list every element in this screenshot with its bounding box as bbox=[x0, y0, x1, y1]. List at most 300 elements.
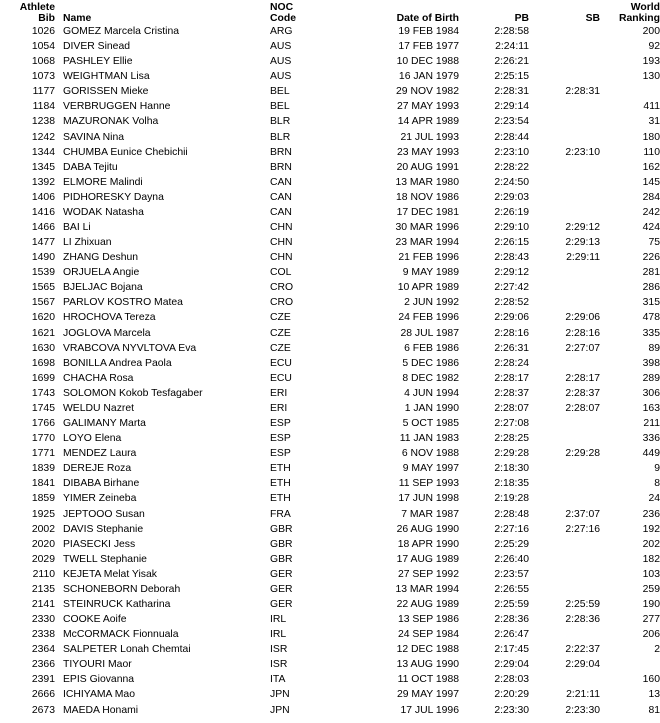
cell-sb: 2:29:13 bbox=[565, 237, 600, 249]
table-row bbox=[0, 627, 660, 642]
cell-sb bbox=[529, 627, 600, 642]
header-noc-line1: NOC bbox=[270, 2, 294, 13]
cell-name: WELDU Nazret bbox=[63, 402, 135, 414]
cell-bib: 2673 bbox=[31, 704, 55, 716]
cell-world-ranking: 289 bbox=[642, 372, 660, 384]
cell-sb: 2:29:11 bbox=[566, 252, 600, 264]
cell-noc: JPN bbox=[270, 689, 290, 701]
table-row bbox=[0, 507, 660, 522]
cell-noc: CHN bbox=[270, 222, 293, 234]
cell-name: McCORMACK Fionnuala bbox=[63, 629, 179, 641]
cell-name: DAVIS Stephanie bbox=[63, 523, 144, 535]
table-row bbox=[0, 326, 660, 341]
cell-dob: 23 MAR 1994 bbox=[395, 237, 459, 249]
header-bib-line2: Bib bbox=[38, 13, 55, 24]
cell-bib: 2666 bbox=[31, 689, 55, 701]
cell-sb bbox=[529, 280, 600, 295]
cell-dob: 6 NOV 1988 bbox=[401, 448, 459, 460]
cell-name: EPIS Giovanna bbox=[63, 674, 135, 686]
table-row bbox=[0, 341, 660, 356]
table-row bbox=[0, 703, 660, 718]
cell-world-ranking: 110 bbox=[643, 146, 660, 158]
cell-noc: ETH bbox=[270, 493, 291, 505]
cell-name: PIASECKI Jess bbox=[63, 538, 136, 550]
cell-world-ranking: 75 bbox=[648, 237, 660, 249]
table-row bbox=[0, 295, 660, 310]
cell-bib: 1859 bbox=[31, 493, 55, 505]
cell-bib: 1477 bbox=[31, 237, 55, 249]
cell-noc: FRA bbox=[270, 508, 291, 520]
cell-pb: 2:28:16 bbox=[494, 327, 529, 339]
table-header bbox=[0, 0, 660, 24]
cell-world-ranking: 103 bbox=[642, 568, 660, 580]
cell-world-ranking bbox=[600, 657, 660, 672]
cell-world-ranking: 315 bbox=[642, 297, 660, 309]
cell-dob: 6 FEB 1986 bbox=[404, 342, 459, 354]
cell-world-ranking: 424 bbox=[642, 222, 660, 234]
cell-noc: ERI bbox=[270, 387, 288, 399]
cell-world-ranking: 89 bbox=[648, 342, 660, 354]
table-row bbox=[0, 386, 660, 401]
header-bib-line1: Athlete bbox=[19, 2, 55, 13]
cell-pb: 2:25:59 bbox=[494, 598, 529, 610]
table-row bbox=[0, 280, 660, 295]
cell-noc: CAN bbox=[270, 206, 292, 218]
cell-world-ranking: 81 bbox=[648, 704, 660, 716]
cell-sb: 2:27:07 bbox=[565, 342, 600, 354]
cell-name: GOMEZ Marcela Cristina bbox=[63, 26, 180, 37]
cell-name: SCHONEBORN Deborah bbox=[63, 583, 181, 595]
cell-sb: 2:29:06 bbox=[565, 312, 600, 324]
cell-noc: ETH bbox=[270, 463, 291, 475]
cell-sb: 2:29:04 bbox=[565, 659, 600, 671]
cell-pb: 2:26:19 bbox=[494, 206, 529, 218]
cell-dob: 5 OCT 1985 bbox=[402, 418, 459, 430]
cell-bib: 1630 bbox=[31, 342, 55, 354]
cell-name: GALIMANY Marta bbox=[63, 418, 146, 430]
table-row bbox=[0, 476, 660, 491]
cell-sb bbox=[529, 356, 600, 371]
cell-noc: GER bbox=[270, 583, 293, 595]
cell-sb: 2:27:16 bbox=[565, 523, 600, 535]
cell-sb bbox=[529, 69, 600, 84]
cell-name: BAI Li bbox=[63, 222, 91, 234]
cell-dob: 21 FEB 1996 bbox=[398, 252, 459, 264]
cell-dob: 28 JUL 1987 bbox=[400, 327, 459, 339]
table-row bbox=[0, 522, 660, 537]
cell-world-ranking: 92 bbox=[648, 41, 660, 53]
cell-bib: 1925 bbox=[31, 508, 55, 520]
cell-world-ranking: 200 bbox=[642, 26, 660, 37]
cell-dob: 9 MAY 1989 bbox=[402, 267, 459, 279]
cell-noc: CRO bbox=[270, 297, 294, 309]
cell-pb: 2:28:07 bbox=[494, 402, 529, 414]
header-pb: PB bbox=[514, 13, 529, 24]
cell-bib: 2364 bbox=[31, 644, 55, 656]
cell-sb: 2:28:37 bbox=[565, 387, 600, 399]
cell-world-ranking: 9 bbox=[654, 463, 660, 475]
cell-dob: 13 SEP 1986 bbox=[397, 614, 459, 626]
cell-noc: GBR bbox=[270, 523, 293, 535]
cell-world-ranking: 192 bbox=[642, 523, 660, 535]
cell-world-ranking: 8 bbox=[654, 478, 660, 490]
cell-world-ranking bbox=[600, 84, 660, 99]
cell-pb: 2:24:50 bbox=[494, 176, 529, 188]
table-row bbox=[0, 356, 660, 371]
cell-noc: ARG bbox=[270, 26, 293, 37]
cell-name: PASHLEY Ellie bbox=[63, 56, 133, 68]
cell-pb: 2:26:31 bbox=[494, 342, 529, 354]
cell-sb bbox=[529, 582, 600, 597]
table-row bbox=[0, 431, 660, 446]
cell-bib: 1771 bbox=[31, 448, 55, 460]
cell-dob: 5 DEC 1986 bbox=[402, 357, 459, 369]
cell-name: ICHIYAMA Mao bbox=[63, 689, 135, 701]
table-row bbox=[0, 145, 660, 160]
cell-world-ranking: 202 bbox=[642, 538, 660, 550]
cell-name: ORJUELA Angie bbox=[63, 267, 140, 279]
header-wr-line2: Ranking bbox=[619, 13, 660, 24]
cell-dob: 30 MAR 1996 bbox=[395, 222, 459, 234]
cell-sb bbox=[529, 537, 600, 552]
cell-world-ranking: 284 bbox=[642, 191, 660, 203]
cell-world-ranking: 306 bbox=[642, 387, 660, 399]
cell-pb: 2:29:14 bbox=[494, 101, 529, 113]
cell-bib: 2020 bbox=[31, 538, 55, 550]
cell-world-ranking: 162 bbox=[642, 161, 660, 173]
cell-noc: AUS bbox=[270, 71, 292, 83]
table-row bbox=[0, 612, 660, 627]
cell-world-ranking: 24 bbox=[648, 493, 660, 505]
cell-bib: 2330 bbox=[31, 614, 55, 626]
cell-name: PARLOV KOSTRO Matea bbox=[63, 297, 183, 309]
cell-pb: 2:28:22 bbox=[494, 161, 529, 173]
cell-pb: 2:28:17 bbox=[494, 372, 529, 384]
cell-world-ranking: 182 bbox=[642, 553, 660, 565]
cell-bib: 1177 bbox=[32, 86, 55, 98]
cell-dob: 13 MAR 1994 bbox=[395, 583, 459, 595]
cell-noc: ISR bbox=[270, 644, 288, 656]
cell-noc: AUS bbox=[270, 41, 292, 53]
cell-dob: 17 DEC 1981 bbox=[396, 206, 459, 218]
cell-name: WEIGHTMAN Lisa bbox=[63, 71, 150, 83]
cell-pb: 2:25:29 bbox=[494, 538, 529, 550]
cell-noc: BRN bbox=[270, 161, 292, 173]
cell-pb: 2:28:52 bbox=[494, 297, 529, 309]
cell-noc: IRL bbox=[270, 614, 287, 626]
cell-dob: 10 APR 1989 bbox=[397, 282, 459, 294]
cell-world-ranking: 13 bbox=[648, 689, 660, 701]
header-row bbox=[0, 0, 660, 24]
cell-noc: ERI bbox=[270, 402, 288, 414]
cell-bib: 1054 bbox=[31, 41, 55, 53]
cell-pb: 2:28:37 bbox=[494, 387, 529, 399]
cell-name: CHUMBA Eunice Chebichii bbox=[63, 146, 188, 158]
cell-pb: 2:28:48 bbox=[494, 508, 529, 520]
cell-name: PIDHORESKY Dayna bbox=[63, 191, 164, 203]
cell-name: ELMORE Malindi bbox=[63, 176, 143, 188]
cell-bib: 1743 bbox=[31, 387, 55, 399]
cell-dob: 11 OCT 1988 bbox=[397, 674, 459, 686]
cell-noc: ESP bbox=[270, 448, 291, 460]
cell-pb: 2:28:36 bbox=[494, 614, 529, 626]
cell-dob: 22 AUG 1989 bbox=[396, 598, 459, 610]
cell-noc: CHN bbox=[270, 237, 293, 249]
cell-pb: 2:18:30 bbox=[494, 463, 529, 475]
cell-name: SALPETER Lonah Chemtai bbox=[63, 644, 191, 656]
header-athlete-bib bbox=[0, 0, 63, 24]
cell-world-ranking: 130 bbox=[642, 71, 660, 83]
cell-noc: GER bbox=[270, 568, 293, 580]
cell-noc: CAN bbox=[270, 191, 292, 203]
cell-sb: 2:29:12 bbox=[565, 222, 600, 234]
cell-bib: 1406 bbox=[31, 191, 55, 203]
cell-dob: 17 JUL 1996 bbox=[400, 704, 459, 716]
cell-world-ranking: 31 bbox=[648, 116, 660, 128]
cell-sb: 2:28:17 bbox=[565, 372, 600, 384]
cell-dob: 20 AUG 1991 bbox=[396, 161, 459, 173]
cell-world-ranking: 286 bbox=[642, 282, 660, 294]
cell-pb: 2:28:25 bbox=[494, 433, 529, 445]
cell-name: HROCHOVA Tereza bbox=[63, 312, 156, 324]
cell-sb bbox=[529, 672, 600, 687]
cell-name: VERBRUGGEN Hanne bbox=[63, 101, 171, 113]
cell-pb: 2:29:10 bbox=[494, 222, 529, 234]
cell-dob: 27 SEP 1992 bbox=[397, 568, 459, 580]
cell-pb: 2:29:04 bbox=[494, 659, 529, 671]
cell-sb: 2:21:11 bbox=[566, 689, 600, 701]
cell-name: CHACHA Rosa bbox=[63, 372, 134, 384]
table-row bbox=[0, 371, 660, 386]
cell-noc: JPN bbox=[270, 704, 290, 716]
cell-noc: BEL bbox=[270, 86, 290, 98]
cell-pb: 2:20:29 bbox=[494, 689, 529, 701]
cell-bib: 2366 bbox=[31, 659, 55, 671]
table-row bbox=[0, 672, 660, 687]
cell-dob: 12 DEC 1988 bbox=[396, 644, 459, 656]
cell-name: TWELL Stephanie bbox=[63, 553, 147, 565]
cell-dob: 13 MAR 1980 bbox=[395, 176, 459, 188]
cell-sb bbox=[529, 130, 600, 145]
header-name: Name bbox=[63, 13, 92, 24]
cell-bib: 1490 bbox=[31, 252, 55, 264]
cell-noc: GBR bbox=[270, 553, 293, 565]
cell-sb bbox=[529, 39, 600, 54]
header-date-of-birth: Date of Birth bbox=[396, 13, 459, 24]
cell-world-ranking: 281 bbox=[642, 267, 660, 279]
cell-sb: 2:25:59 bbox=[565, 598, 600, 610]
cell-dob: 10 DEC 1988 bbox=[396, 56, 459, 68]
cell-noc: CZE bbox=[270, 312, 291, 324]
cell-dob: 13 AUG 1990 bbox=[396, 659, 459, 671]
cell-noc: CZE bbox=[270, 342, 291, 354]
header-wr-line1: World bbox=[630, 2, 660, 13]
cell-world-ranking: 449 bbox=[642, 448, 660, 460]
cell-name: SAVINA Nina bbox=[63, 131, 125, 143]
cell-sb bbox=[529, 552, 600, 567]
cell-pb: 2:17:45 bbox=[494, 644, 529, 656]
cell-pb: 2:24:11 bbox=[495, 41, 529, 53]
cell-bib: 1184 bbox=[32, 101, 55, 113]
cell-sb bbox=[529, 160, 600, 175]
cell-bib: 1766 bbox=[31, 418, 55, 430]
cell-bib: 2135 bbox=[31, 583, 55, 595]
cell-noc: ECU bbox=[270, 357, 292, 369]
cell-pb: 2:23:57 bbox=[494, 568, 529, 580]
cell-world-ranking: 163 bbox=[642, 402, 660, 414]
cell-noc: CZE bbox=[270, 327, 291, 339]
cell-name: DIVER Sinead bbox=[63, 41, 130, 53]
cell-world-ranking: 206 bbox=[642, 629, 660, 641]
cell-dob: 11 SEP 1993 bbox=[398, 478, 459, 490]
cell-world-ranking: 160 bbox=[642, 674, 660, 686]
cell-pb: 2:26:47 bbox=[494, 629, 529, 641]
cell-bib: 1567 bbox=[31, 297, 55, 309]
cell-sb bbox=[529, 99, 600, 114]
table-row bbox=[0, 446, 660, 461]
cell-dob: 9 MAY 1997 bbox=[402, 463, 459, 475]
cell-name: KEJETA Melat Yisak bbox=[63, 568, 157, 580]
cell-world-ranking: 336 bbox=[642, 433, 660, 445]
cell-noc: GBR bbox=[270, 538, 293, 550]
cell-bib: 1539 bbox=[31, 267, 55, 279]
cell-name: COOKE Aoife bbox=[63, 614, 127, 626]
cell-sb: 2:28:31 bbox=[565, 86, 600, 98]
cell-pb: 2:29:06 bbox=[494, 312, 529, 324]
header-sb: SB bbox=[585, 13, 600, 24]
cell-dob: 17 FEB 1977 bbox=[398, 41, 459, 53]
table-row bbox=[0, 114, 660, 129]
cell-bib: 1620 bbox=[31, 312, 55, 324]
cell-world-ranking: 226 bbox=[642, 252, 660, 264]
cell-bib: 2141 bbox=[31, 598, 55, 610]
cell-name: STEINRUCK Katharina bbox=[63, 598, 171, 610]
cell-dob: 24 FEB 1996 bbox=[398, 312, 459, 324]
cell-world-ranking: 180 bbox=[642, 131, 660, 143]
cell-noc: IRL bbox=[270, 629, 287, 641]
cell-dob: 4 JUN 1994 bbox=[404, 387, 459, 399]
cell-dob: 2 JUN 1992 bbox=[404, 297, 459, 309]
cell-noc: GER bbox=[270, 598, 293, 610]
cell-noc: BLR bbox=[270, 116, 291, 128]
cell-pb: 2:28:43 bbox=[494, 252, 529, 264]
cell-name: BONILLA Andrea Paola bbox=[63, 357, 172, 369]
cell-name: SOLOMON Kokob Tesfagaber bbox=[63, 387, 203, 399]
cell-pb: 2:28:03 bbox=[494, 674, 529, 686]
cell-pb: 2:28:58 bbox=[494, 26, 529, 37]
cell-sb bbox=[529, 265, 600, 280]
cell-name: BJELJAC Bojana bbox=[63, 282, 143, 294]
cell-pb: 2:29:28 bbox=[494, 448, 529, 460]
cell-sb bbox=[529, 491, 600, 506]
table-row bbox=[0, 235, 660, 250]
cell-dob: 14 APR 1989 bbox=[397, 116, 459, 128]
cell-dob: 17 JUN 1998 bbox=[398, 493, 459, 505]
cell-bib: 2338 bbox=[31, 629, 55, 641]
cell-pb: 2:28:44 bbox=[494, 131, 529, 143]
table-row bbox=[0, 205, 660, 220]
cell-bib: 1841 bbox=[31, 478, 55, 490]
cell-pb: 2:27:08 bbox=[494, 418, 529, 430]
cell-dob: 8 DEC 1982 bbox=[402, 372, 459, 384]
cell-dob: 24 SEP 1984 bbox=[397, 629, 459, 641]
cell-world-ranking: 2 bbox=[654, 644, 660, 656]
cell-world-ranking: 335 bbox=[642, 327, 660, 339]
cell-name: JEPTOOO Susan bbox=[63, 508, 145, 520]
header-noc-code bbox=[270, 0, 345, 24]
table-row bbox=[0, 657, 660, 672]
cell-dob: 16 JAN 1979 bbox=[398, 71, 459, 83]
cell-name: VRABCOVA NYVLTOVA Eva bbox=[63, 342, 197, 354]
cell-world-ranking: 236 bbox=[642, 508, 660, 520]
cell-noc: BLR bbox=[270, 131, 291, 143]
cell-sb bbox=[529, 175, 600, 190]
table-row bbox=[0, 552, 660, 567]
table-row bbox=[0, 537, 660, 552]
cell-bib: 1839 bbox=[31, 463, 55, 475]
cell-bib: 1466 bbox=[31, 222, 55, 234]
cell-bib: 1699 bbox=[31, 372, 55, 384]
table-row bbox=[0, 461, 660, 476]
cell-noc: BRN bbox=[270, 146, 292, 158]
cell-pb: 2:28:31 bbox=[494, 86, 529, 98]
cell-sb: 2:28:16 bbox=[565, 327, 600, 339]
cell-sb bbox=[529, 24, 600, 39]
cell-sb bbox=[529, 476, 600, 491]
table-row bbox=[0, 54, 660, 69]
cell-name: LOYO Elena bbox=[63, 433, 122, 445]
cell-world-ranking: 259 bbox=[642, 583, 660, 595]
cell-bib: 1392 bbox=[31, 176, 55, 188]
cell-sb bbox=[529, 295, 600, 310]
table-row bbox=[0, 39, 660, 54]
cell-pb: 2:27:42 bbox=[494, 282, 529, 294]
cell-dob: 11 JAN 1983 bbox=[399, 433, 459, 445]
table-row bbox=[0, 84, 660, 99]
cell-pb: 2:23:54 bbox=[494, 116, 529, 128]
cell-sb bbox=[529, 416, 600, 431]
cell-pb: 2:29:12 bbox=[494, 267, 529, 279]
cell-noc: CAN bbox=[270, 176, 292, 188]
cell-bib: 1565 bbox=[31, 282, 55, 294]
cell-pb: 2:29:03 bbox=[494, 191, 529, 203]
cell-bib: 1344 bbox=[31, 146, 55, 158]
table-row bbox=[0, 687, 660, 702]
cell-sb bbox=[529, 461, 600, 476]
cell-name: WODAK Natasha bbox=[63, 206, 144, 218]
table-row bbox=[0, 175, 660, 190]
cell-pb: 2:18:35 bbox=[494, 478, 529, 490]
cell-bib: 2002 bbox=[31, 523, 55, 535]
cell-bib: 1416 bbox=[31, 206, 55, 218]
cell-dob: 1 JAN 1990 bbox=[404, 402, 459, 414]
cell-sb: 2:28:07 bbox=[565, 402, 600, 414]
cell-pb: 2:25:15 bbox=[494, 71, 529, 83]
cell-bib: 1238 bbox=[31, 116, 55, 128]
header-noc-line2: Code bbox=[270, 13, 296, 24]
cell-bib: 1621 bbox=[31, 327, 55, 339]
cell-name: DEREJE Roza bbox=[63, 463, 132, 475]
cell-name: DIBABA Birhane bbox=[63, 478, 140, 490]
cell-noc: ISR bbox=[270, 659, 288, 671]
cell-world-ranking: 398 bbox=[642, 357, 660, 369]
cell-sb bbox=[529, 54, 600, 69]
cell-pb: 2:28:24 bbox=[494, 357, 529, 369]
table-row bbox=[0, 310, 660, 325]
cell-bib: 2029 bbox=[31, 553, 55, 565]
table-row bbox=[0, 24, 660, 39]
cell-dob: 7 MAR 1987 bbox=[401, 508, 459, 520]
